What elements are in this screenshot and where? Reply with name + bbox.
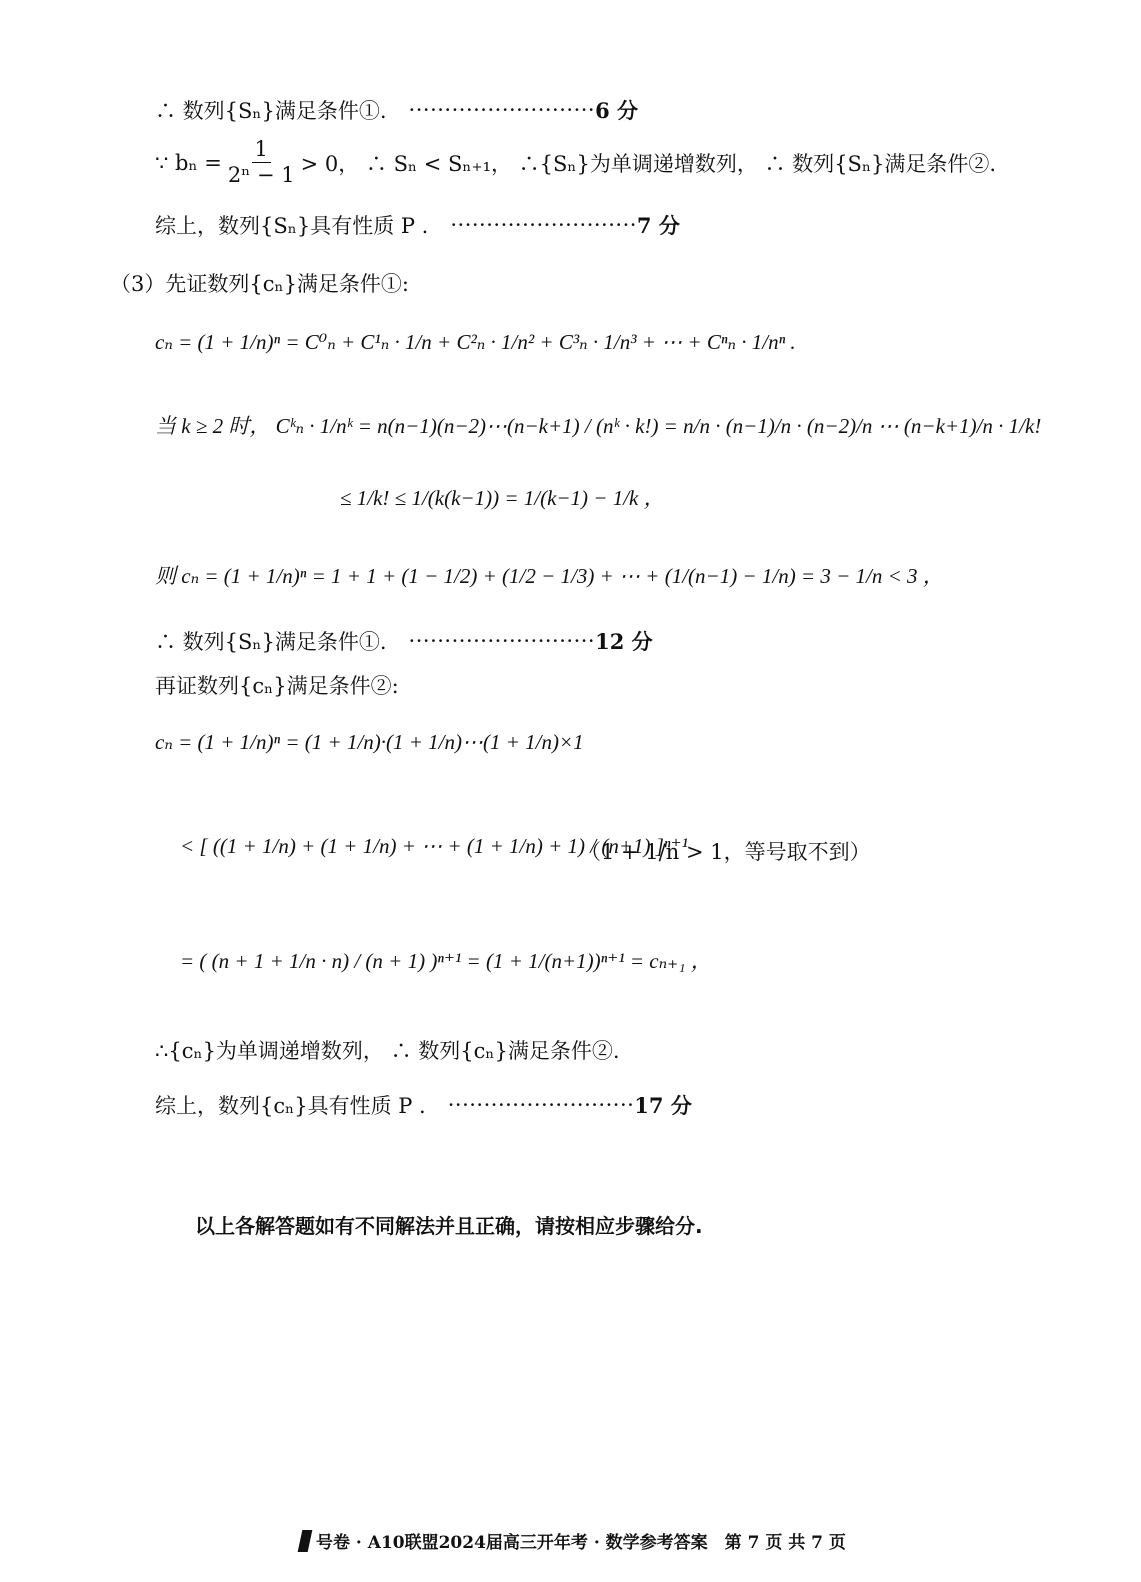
fraction <box>225 138 298 187</box>
formula: = ( (n + 1 + 1/n · n) / (n + 1) )ⁿ⁺¹ = (1 + 1/(n+1))ⁿ⁺¹ = cₙ₊₁ ， <box>180 949 712 973</box>
line-inequality-chain <box>340 482 665 512</box>
text: ∴{cₙ}为单调递增数列， ∴ 数列{cₙ}满足条件②. <box>155 1039 620 1063</box>
score-label: 12 分 <box>595 629 653 654</box>
note-text: 以上各解答题如有不同解法并且正确，请按相应步骤给分. <box>195 1214 703 1238</box>
text: ∴ 数列{Sₙ}满足条件①. <box>155 630 387 654</box>
line-cn-plus-1 <box>180 945 712 975</box>
score-label: 17 分 <box>634 1093 692 1118</box>
line-summary-cn <box>155 1090 692 1120</box>
formula: ≤ 1/k! ≤ 1/(k(k−1)) = 1/(k−1) − 1/k ， <box>340 486 665 510</box>
numerator: 1 <box>252 138 271 163</box>
line-summary-sn <box>155 210 680 240</box>
line-conclusion-12 <box>155 626 653 656</box>
text: 综上，数列{Sₙ}具有性质 P . <box>155 214 429 238</box>
text: 再证数列{cₙ}满足条件②: <box>155 674 399 698</box>
line-am-gm-note <box>580 836 871 866</box>
score-label: 7 分 <box>636 213 680 238</box>
line-monotonic <box>155 1035 620 1065</box>
line-conclusion-1 <box>155 95 638 125</box>
text: （3）先证数列{cₙ}满足条件①: <box>110 272 410 296</box>
text: ∴ 数列{Sₙ}满足条件①. <box>155 99 387 123</box>
formula: 则 cₙ = (1 + 1/n)ⁿ = 1 + 1 + (1 − 1/2) + (1/2 − 1/3) + ⋯ + (1/(n−1) − 1/n) = 3 − 1/n < 3 ， <box>155 564 944 588</box>
page-footer <box>300 1528 846 1553</box>
line-cn-bound <box>155 560 944 590</box>
note-text: （1 + 1/n > 1，等号取不到） <box>580 840 871 864</box>
line-bn-positive <box>155 138 996 187</box>
formula: < [ ((1 + 1/n) + (1 + 1/n) + ⋯ + (1 + 1/n) + 1) / (n+1) ]ⁿ⁺¹ <box>180 834 688 858</box>
leader-dots: ·························· <box>408 98 596 122</box>
line-part3-heading <box>110 268 409 298</box>
formula: 当 k ≥ 2 时， Cᵏₙ · 1/nᵏ = n(n−1)(n−2)⋯(n−k+1) / (nᵏ · k!) = n/n · (n−1)/n · (n−2)/n ⋯ (n−k+1)/n · 1/k! <box>155 414 1042 438</box>
denominator: 2ⁿ − 1 <box>227 163 295 188</box>
line-product-expansion <box>155 730 584 755</box>
text: ∵ bₙ = <box>155 150 222 175</box>
score-label: 6 分 <box>595 98 639 123</box>
logo-mark-icon <box>298 1530 313 1552</box>
text: > 0， ∴ Sₙ < Sₙ₊₁， ∴{Sₙ}为单调递增数列， ∴ 数列{Sₙ}满足条件②. <box>300 151 997 176</box>
leader-dots: ·························· <box>447 1093 635 1117</box>
line-binomial-expansion <box>155 330 796 355</box>
leader-dots: ·························· <box>408 629 596 653</box>
line-proof-2-heading <box>155 670 399 700</box>
formula: cₙ = (1 + 1/n)ⁿ = (1 + 1/n)·(1 + 1/n)⋯(1 + 1/n)×1 <box>155 730 584 754</box>
footer-text: 号卷 · A10联盟2024届高三开年考 · 数学参考答案 第 7 页 共 7 页 <box>316 1533 846 1553</box>
grading-note <box>195 1210 703 1239</box>
line-ck-term <box>155 410 1041 440</box>
leader-dots: ·························· <box>450 213 637 237</box>
text: 综上，数列{cₙ}具有性质 P . <box>155 1094 426 1118</box>
formula: cₙ = (1 + 1/n)ⁿ = C⁰ₙ + C¹ₙ · 1/n + C²ₙ · 1/n² + C³ₙ · 1/n³ + ⋯ + Cⁿₙ · 1/nⁿ . <box>155 330 796 354</box>
